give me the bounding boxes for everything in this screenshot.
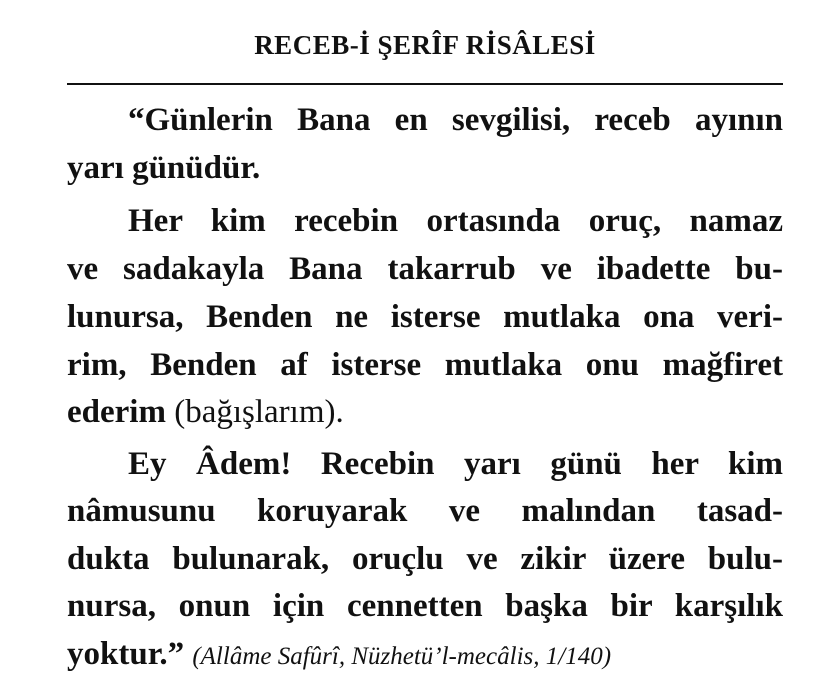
- paragraph-2-line-1: Her kim recebin ortasında oruç, namaz: [128, 203, 783, 239]
- paragraph-3-line-2: nâmusunu koruyarak ve malından tasad-: [67, 493, 783, 529]
- paragraph-3-last-word: yoktur.”: [67, 636, 185, 672]
- paragraph-3-line-3: dukta bulunarak, oruçlu ve zikir üzere bulu-: [67, 541, 783, 577]
- paragraph-2-line-2: ve sadakayla Bana takarrub ve ibadette bu-: [67, 251, 783, 287]
- document-page: [67, 0, 783, 690]
- citation: (Allâme Safûrî, Nüzhetü’l-mecâlis, 1/140): [192, 643, 612, 670]
- paragraph-2-line-3: lunursa, Benden ne isterse mutlaka ona veri-: [67, 299, 783, 335]
- paragraph-1-line-2: yarı günüdür.: [67, 150, 261, 186]
- paragraph-3-line-5: [67, 632, 783, 679]
- paragraph-2-last-word: ederim: [67, 394, 166, 430]
- paragraph-2-gloss: (bağışlarım).: [174, 394, 344, 430]
- header-rule: [67, 83, 783, 85]
- paragraph-2-line-4: rim, Benden af isterse mutlaka onu mağfiret: [67, 347, 783, 383]
- paragraph-3-line-4: nursa, onun için cennetten başka bir karşılık: [67, 588, 783, 624]
- paragraph-3-line-1: Ey Âdem! Recebin yarı günü her kim: [128, 446, 783, 482]
- paragraph-1-line-1: “Günlerin Bana en sevgilisi, receb ayının: [128, 102, 783, 138]
- paragraph-2-line-5: [67, 390, 783, 434]
- running-header: RECEB-İ ŞERÎF RİSÂLESİ: [254, 30, 596, 60]
